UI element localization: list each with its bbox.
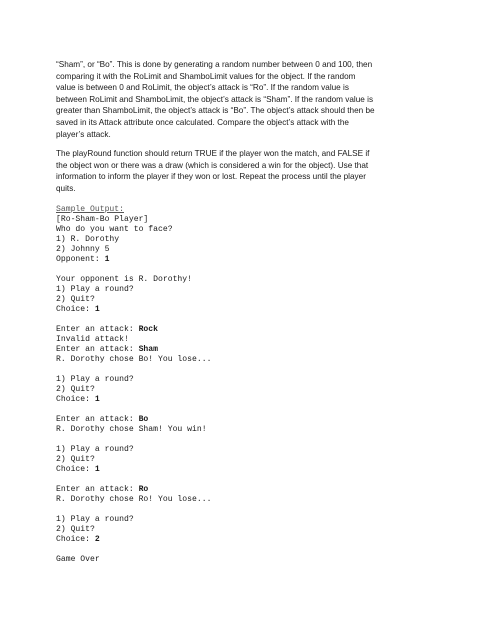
console-line [56, 405, 456, 415]
console-line [56, 325, 456, 335]
console-text: Choice: [56, 395, 95, 404]
console-line [56, 475, 456, 485]
console-text: Opponent: [56, 255, 105, 264]
paragraph-line: player’s attack. [56, 129, 111, 139]
console-line [56, 395, 456, 405]
console-line [56, 365, 456, 375]
console-text: Choice: [56, 305, 95, 314]
console-line [56, 235, 456, 245]
console-line [56, 375, 456, 385]
console-text: Choice: [56, 465, 95, 474]
console-user-input: Sham [138, 345, 159, 354]
console-user-input: 1 [94, 305, 100, 314]
console-line [56, 265, 456, 275]
paragraph-line: saved in its Attack attribute once calculated. Compare the object’s attack with the [56, 117, 349, 127]
paragraph-line: the object won or there was a draw (which is considered a win for the object). Use that [56, 160, 369, 170]
console-user-input: 1 [94, 465, 100, 474]
console-line [56, 425, 456, 435]
paragraph-attack-logic [56, 59, 446, 140]
console-text: Enter an attack: [56, 485, 139, 494]
console-user-input: Ro [138, 485, 149, 494]
console-user-input: 2 [94, 535, 100, 544]
console-text: 2) Quit? [56, 385, 95, 394]
console-text: 1) Play a round? [56, 285, 134, 294]
paragraph-play-round [56, 148, 446, 194]
console-line [56, 215, 456, 225]
console-line [56, 245, 456, 255]
console-line [56, 515, 456, 525]
console-line [56, 545, 456, 555]
console-line [56, 355, 456, 365]
console-line [56, 435, 456, 445]
console-text: 1) Play a round? [56, 445, 134, 454]
console-text: R. Dorothy chose Ro! You lose... [56, 495, 212, 504]
console-line [56, 415, 456, 425]
console-text: 2) Johnny 5 [56, 245, 110, 254]
console-text: Enter an attack: [56, 415, 139, 424]
console-text: Your opponent is R. Dorothy! [56, 275, 192, 284]
console-text: Game Over [56, 555, 100, 564]
console-line [56, 445, 456, 455]
console-line [56, 225, 456, 235]
console-text: R. Dorothy chose Bo! You lose... [56, 355, 212, 364]
paragraph-line: information to inform the player if they won or lost. Repeat the process until the player [56, 172, 366, 182]
paragraph-line: The playRound function should return TRUE if the player won the match, and FALSE if [56, 149, 370, 158]
console-text: Invalid attack! [56, 335, 129, 344]
paragraph-line: between RoLimit and ShamboLimit, the object’s attack is “Sham”. If the random value is [56, 94, 374, 104]
sample-output-heading: Sample Output: [56, 205, 124, 214]
console-text: 1) R. Dorothy [56, 235, 120, 244]
console-text: Enter an attack: [56, 325, 139, 334]
console-text: Who do you want to face? [56, 225, 173, 234]
console-line [56, 285, 456, 295]
console-text: Choice: [56, 535, 95, 544]
console-line [56, 275, 456, 285]
console-line [56, 385, 456, 395]
console-text: 2) Quit? [56, 525, 95, 534]
console-text: 1) Play a round? [56, 515, 134, 524]
console-line [56, 495, 456, 505]
paragraph-line: greater than ShamboLimit, the object’s attack is “Bo”. The object’s attack should then be [56, 106, 375, 116]
console-user-input: 1 [94, 395, 100, 404]
console-line [56, 315, 456, 325]
console-line [56, 255, 456, 265]
sample-output-block [56, 205, 456, 565]
console-line [56, 525, 456, 535]
console-line [56, 305, 456, 315]
console-line [56, 555, 456, 565]
console-text: Enter an attack: [56, 345, 139, 354]
console-user-input: Rock [138, 325, 159, 334]
console-line [56, 455, 456, 465]
console-line [56, 295, 456, 305]
paragraph-line: comparing it with the RoLimit and ShamboLimit values for the object. If the random [56, 71, 356, 81]
console-line [56, 345, 456, 355]
console-text: R. Dorothy chose Sham! You win! [56, 425, 207, 434]
console-text: [Ro-Sham-Bo Player] [56, 215, 149, 224]
paragraph-line: “Sham”, or “Bo”. This is done by generating a random number between 0 and 100, then [56, 60, 373, 69]
console-text: 1) Play a round? [56, 375, 134, 384]
console-line [56, 485, 456, 495]
console-line [56, 465, 456, 475]
paragraph-line: quits. [56, 183, 76, 193]
console-text: 2) Quit? [56, 455, 95, 464]
console-line [56, 535, 456, 545]
console-text: 2) Quit? [56, 295, 95, 304]
console-user-input: 1 [104, 255, 110, 264]
console-line [56, 335, 456, 345]
console-user-input: Bo [138, 415, 149, 424]
paragraph-line: value is between 0 and RoLimit, the object’s attack is “Ro”. If the random value is [56, 83, 349, 93]
console-line [56, 505, 456, 515]
